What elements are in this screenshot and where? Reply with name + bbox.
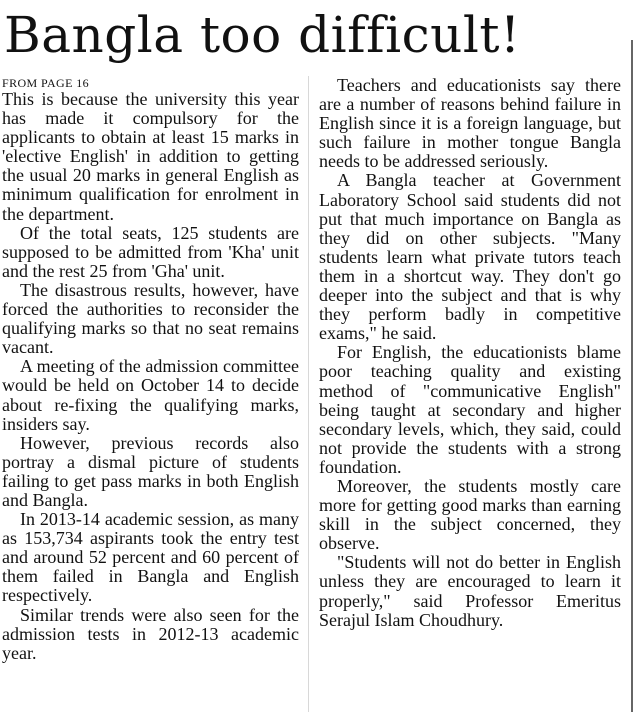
column-divider bbox=[308, 76, 309, 712]
paragraph: Of the total seats, 125 students are supposed to be admitted from 'Kha' unit and the rest 25 from 'Gha' unit. bbox=[2, 222, 299, 281]
headline: Bangla too difficult! bbox=[4, 6, 521, 64]
paragraph: For English, the educationists blame poor teaching quality and existing method of "communicative English" being taught at secondary and higher secondary levels, which, they said, could not provide the students with a strong foundation. bbox=[319, 342, 621, 477]
paragraph: A meeting of the admission committee would be held on October 14 to decide about re-fixing the qualifying marks, insiders say. bbox=[2, 356, 299, 434]
clipping-edge bbox=[631, 40, 633, 712]
paragraph: A Bangla teacher at Government Laboratory School said students did not put that much importance on Bangla as they did on other subjects. "Many students learn what private tutors teach them in a shortcut way. They don't go deeper into the subject and that is why they perform badly in competitive exams," he said. bbox=[319, 170, 621, 344]
paragraph: Similar trends were also seen for the admission tests in 2012-13 academic year. bbox=[2, 604, 299, 663]
article-column-right bbox=[319, 76, 621, 630]
article-column-left bbox=[2, 76, 299, 663]
paragraph: However, previous records also portray a dismal picture of students failing to get pass marks in both English and Bangla. bbox=[2, 432, 299, 510]
paragraph: In 2013-14 academic session, as many as 153,734 aspirants took the entry test and around 52 percent and 60 percent of them failed in Bangla and English respectively. bbox=[2, 509, 299, 606]
paragraph: Moreover, the students mostly care more for getting good marks than earning skill in the subject concerned, they observe. bbox=[319, 475, 621, 554]
paragraph: The disastrous results, however, have forced the authorities to reconsider the qualifying marks so that no seat remains vacant. bbox=[2, 279, 299, 358]
paragraph: Teachers and educationists say there are a number of reasons behind failure in English since it is a foreign language, but such failure in mother tongue Bangla needs to be addressed seriously. bbox=[319, 75, 621, 172]
paragraph: This is because the university this year has made it compulsory for the applicants to obtain at least 15 marks in 'elective English' in addition to getting the usual 20 marks in general English as minimum qualification for enrolment in the department. bbox=[2, 89, 299, 224]
paragraph: "Students will not do better in English unless they are encouraged to learn it properly," said Professor Emeritus Serajul Islam Choudhury. bbox=[319, 552, 621, 630]
dateline: FROM PAGE 16 bbox=[2, 76, 90, 90]
